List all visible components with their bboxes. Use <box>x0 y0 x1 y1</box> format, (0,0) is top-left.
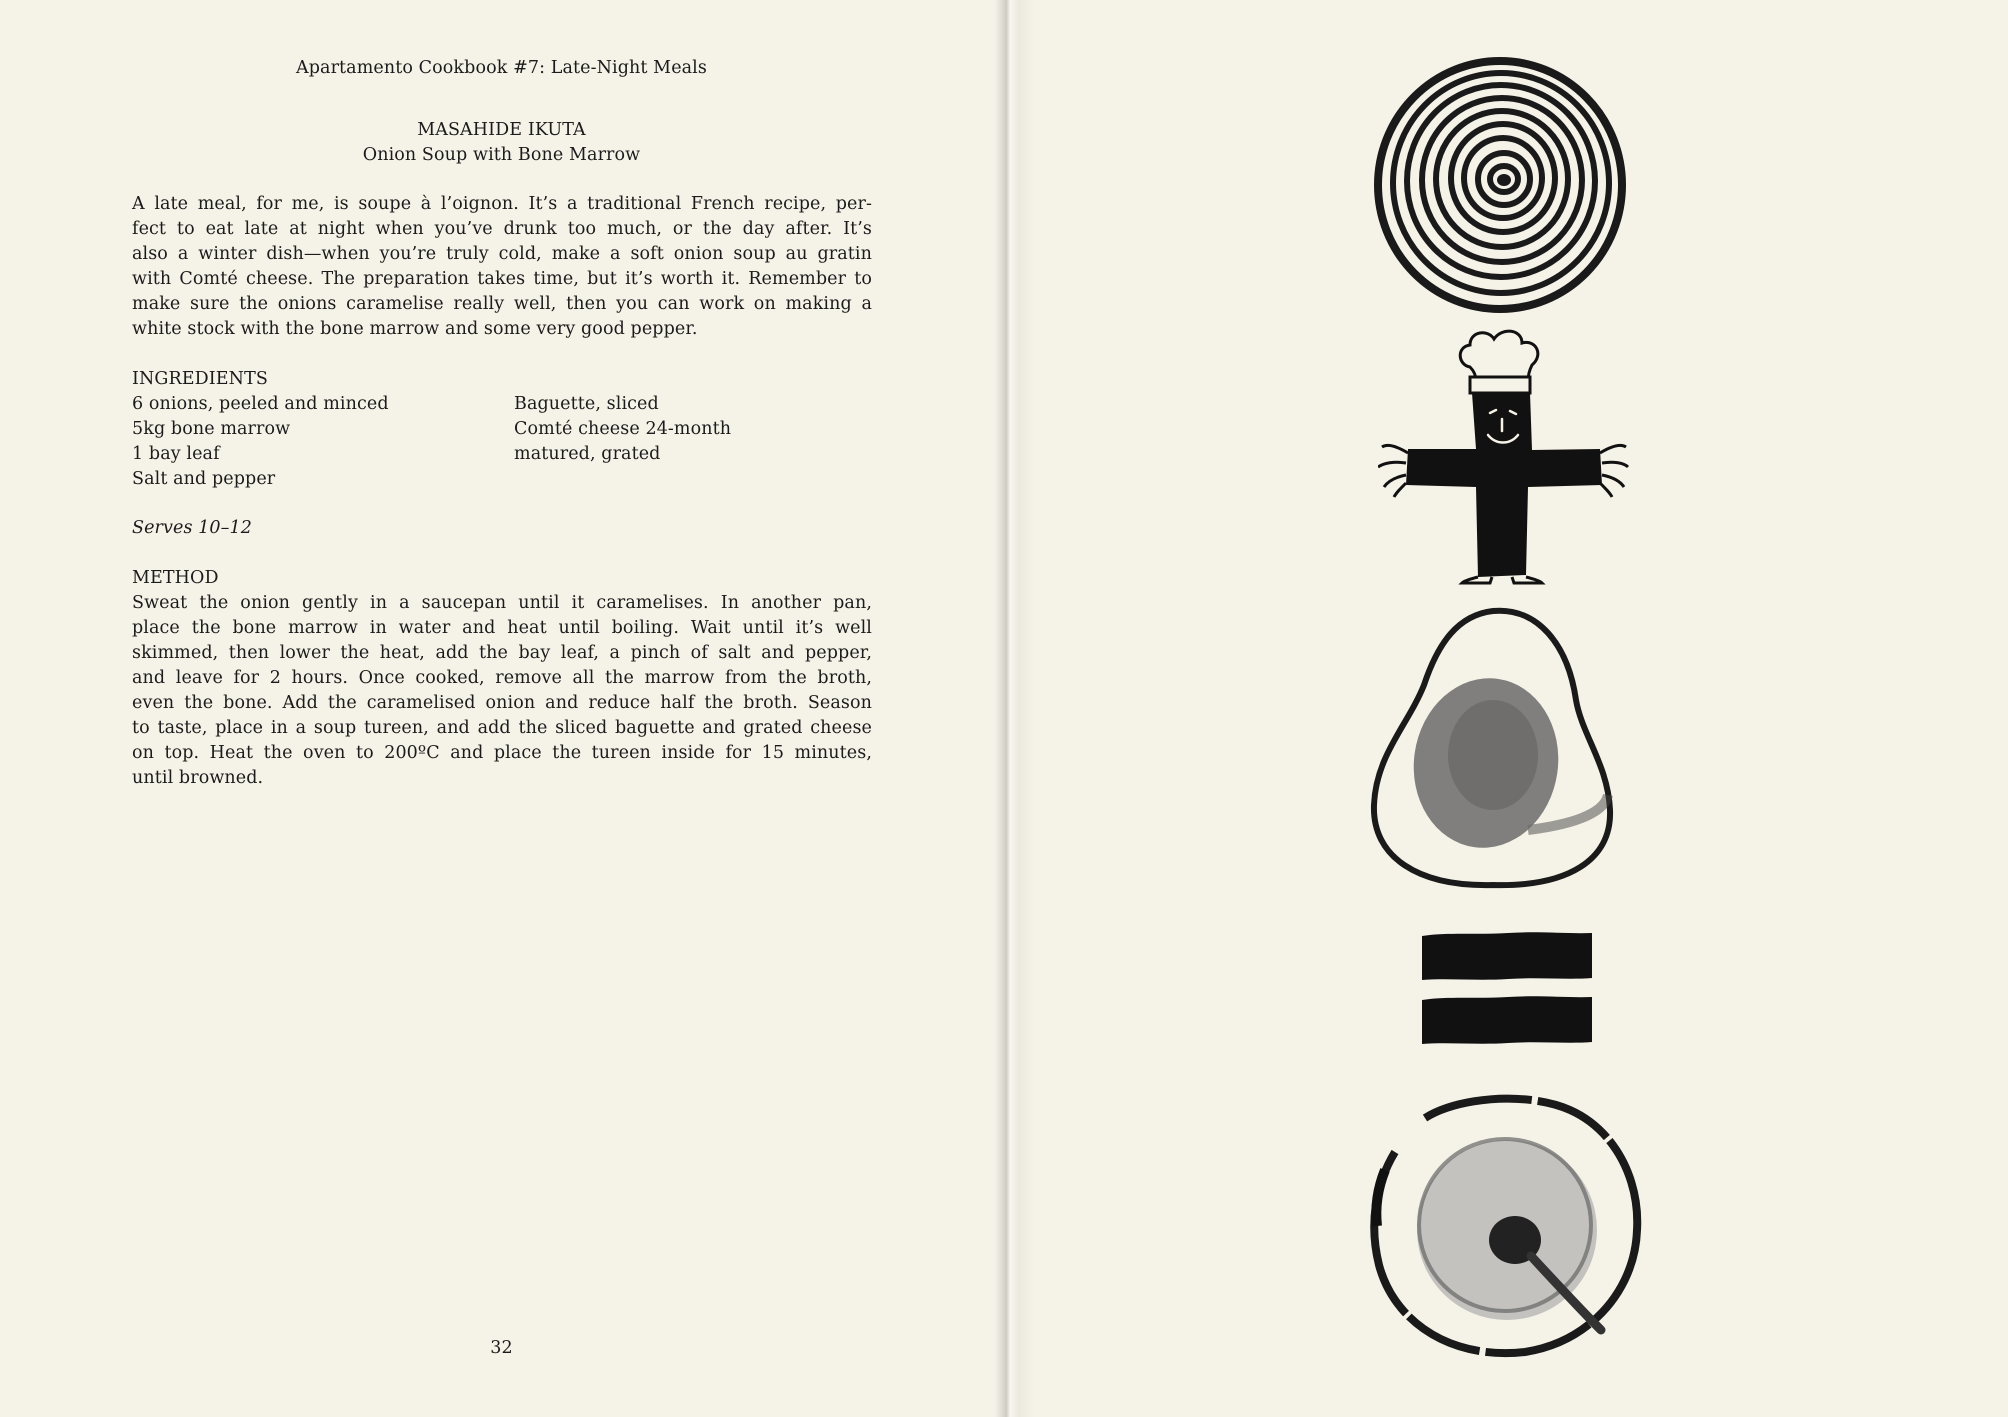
method-line: place the bone marrow in water and heat until boiling. Wait until it’s well <box>132 618 872 638</box>
ingredient-item: matured, grated <box>514 444 661 464</box>
recipe-title: Onion Soup with Bone Marrow <box>362 145 641 165</box>
ingredient-item: Salt and pepper <box>132 469 276 489</box>
running-head: Apartamento Cookbook #7: Late-Night Meals <box>296 58 707 78</box>
intro-line: white stock with the bone marrow and some very good pepper. <box>132 319 698 339</box>
ingredients-heading: INGREDIENTS <box>132 369 268 389</box>
serves-note: Serves 10–12 <box>132 518 252 538</box>
method-line: Sweat the onion gently in a saucepan until it caramelises. In another pan, <box>132 593 872 613</box>
method-line: and leave for 2 hours. Once cooked, remove all the marrow from the broth, <box>132 668 872 688</box>
avocado-icon <box>1368 605 1618 890</box>
page-number: 32 <box>490 1338 513 1358</box>
author-name: MASAHIDE IKUTA <box>417 120 586 140</box>
method-heading: METHOD <box>132 568 219 588</box>
ingredient-item: Comté cheese 24-month <box>514 419 732 439</box>
method-line: until browned. <box>132 768 264 788</box>
spiral-onion-icon <box>1370 55 1630 315</box>
method-paragraph <box>132 591 872 791</box>
method-line: to taste, place in a soup tureen, and add the sliced baguette and grated cheese <box>132 718 872 738</box>
intro-line: fect to eat late at night when you’ve drunk too much, or the day after. It’s <box>132 219 872 239</box>
intro-line: make sure the onions caramelise really well, then you can work on making a <box>132 294 872 314</box>
ingredients-column-2 <box>514 392 731 467</box>
chef-cross-figure-icon <box>1378 325 1630 587</box>
ingredient-item: 5kg bone marrow <box>132 419 291 439</box>
method-line: even the bone. Add the caramelised onion and reduce half the broth. Season <box>132 693 872 713</box>
intro-paragraph <box>132 192 872 342</box>
method-line: on top. Heat the oven to 200ºC and place the tureen inside for 15 minutes, <box>132 743 872 763</box>
intro-line: A late meal, for me, is soupe à l’oignon. It’s a traditional French recipe, per- <box>132 194 872 214</box>
intro-line: with Comté cheese. The preparation takes time, but it’s worth it. Remember to <box>132 269 872 289</box>
ingredient-item: 1 bay leaf <box>132 444 220 464</box>
soup-plate-spoon-icon <box>1365 1090 1645 1360</box>
ingredient-item: 6 onions, peeled and minced <box>132 394 389 414</box>
ingredient-item: Baguette, sliced <box>514 394 659 414</box>
book-gutter <box>995 0 1035 1417</box>
ingredients-column-1 <box>132 392 389 492</box>
method-line: skimmed, then lower the heat, add the bay leaf, a pinch of salt and pepper, <box>132 643 872 663</box>
intro-line: also a winter dish—when you’re truly cold, make a soft onion soup au gratin <box>132 244 872 264</box>
equals-sign-icon <box>1418 920 1596 1055</box>
